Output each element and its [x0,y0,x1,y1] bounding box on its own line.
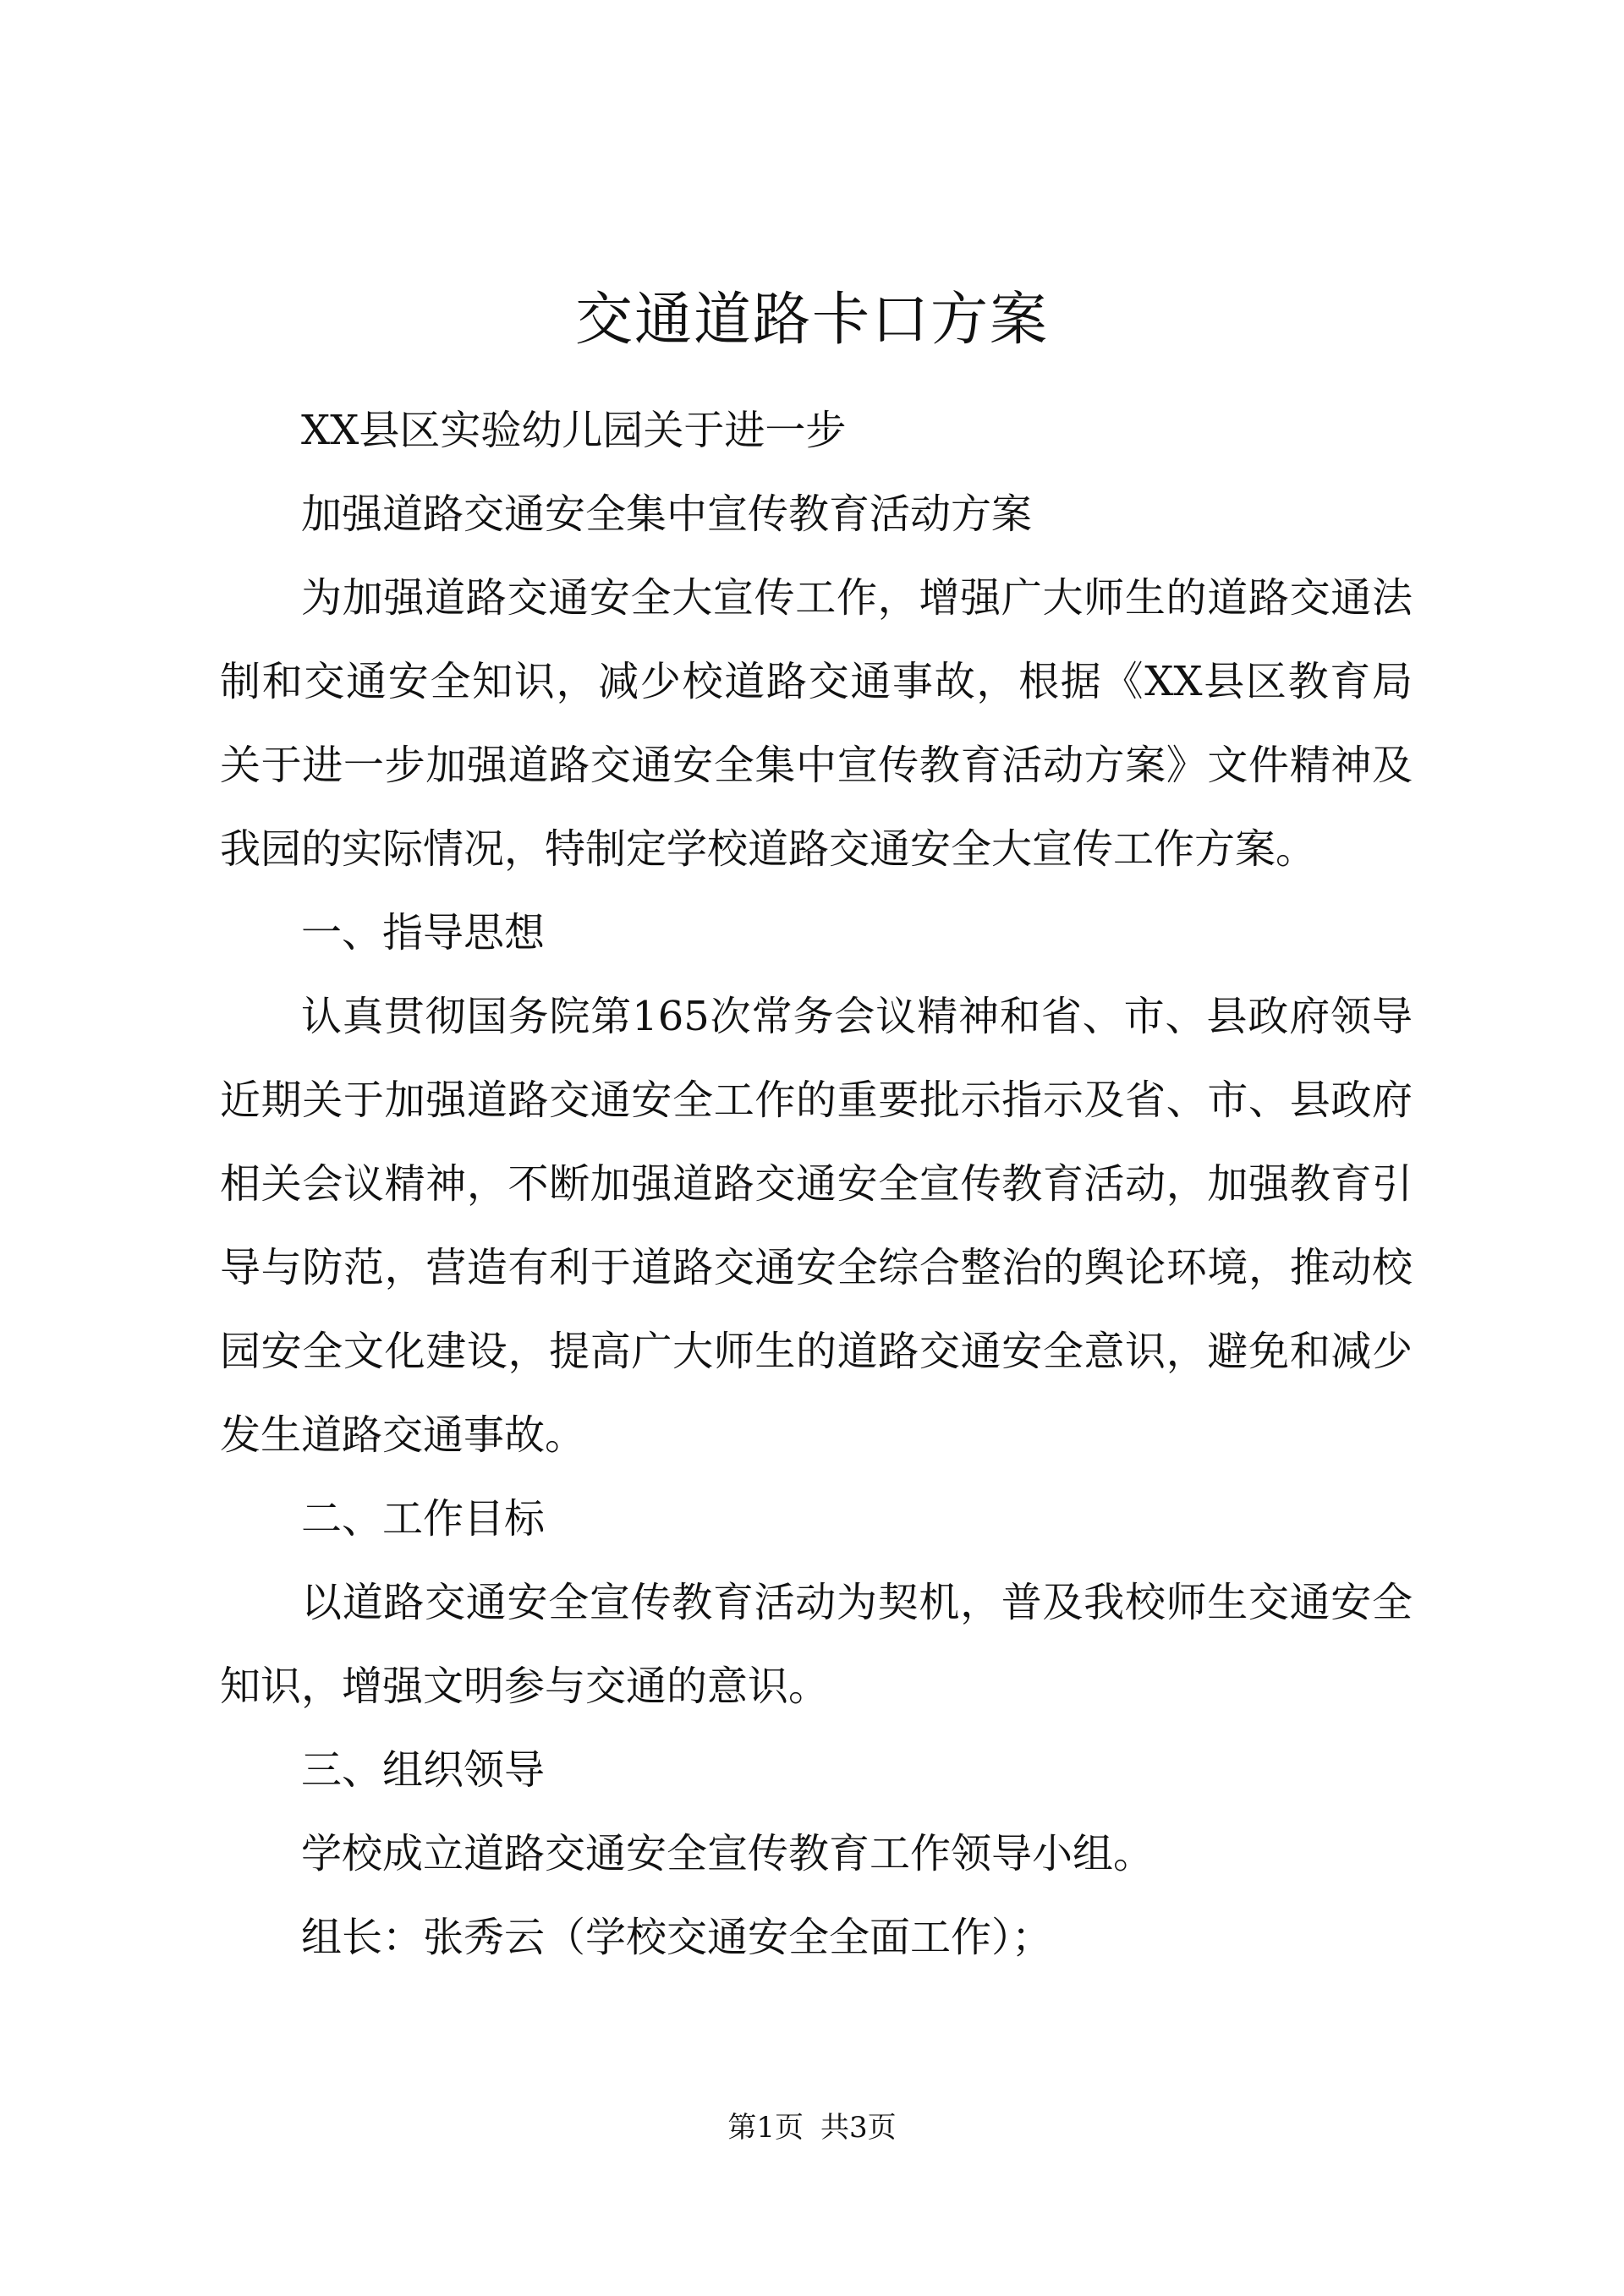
document-body [220,389,1413,1980]
page-number: 第1页 [727,2111,804,2145]
paragraph-intro: 为加强道路交通安全大宣传工作，增强广大师生的道路交通法制和交通安全知识，减少校道路交通事故，根据《XX县区教育局关于进一步加强道路交通安全集中宣传教育活动方案》文件精神及我园的实际情况，特制定学校道路交通安全大宣传工作方案。 [220,574,1413,873]
paragraph-organization: 学校成立道路交通安全宣传教育工作领导小组。 [301,1830,1155,1877]
document-title: 交通道路卡口方案 [574,287,1049,353]
section-heading-guiding-ideology: 一、指导思想 [301,909,546,956]
paragraph-subtitle-line-2: 加强道路交通安全集中宣传教育活动方案 [301,490,1033,538]
paragraph-group-leader: 组长：张秀云（学校交通安全全面工作）； [301,1914,1053,1961]
total-pages: 共3页 [820,2111,897,2145]
paragraph-work-goals: 以道路交通安全宣传教育活动为契机，普及我校师生交通安全知识，增强文明参与交通的意识。 [220,1579,1413,1710]
page-footer [0,2111,1624,2145]
paragraph-subtitle-line-1: XX县区实验幼儿园关于进一步 [301,407,847,454]
section-heading-organization: 三、组织领导 [301,1746,546,1794]
paragraph-guiding-ideology: 认真贯彻国务院第165次常务会议精神和省、市、县政府领导近期关于加强道路交通安全工作的重要批示指示及省、市、县政府相关会议精神，不断加强道路交通安全宣传教育活动，加强教育引导与防范，营造有利于道路交通安全综合整治的舆论环境，推动校园安全文化建设，提高广大师生的道路交通安全意识，避免和减少发生道路交通事故。 [220,993,1413,1459]
section-heading-work-goals: 二、工作目标 [301,1495,546,1543]
